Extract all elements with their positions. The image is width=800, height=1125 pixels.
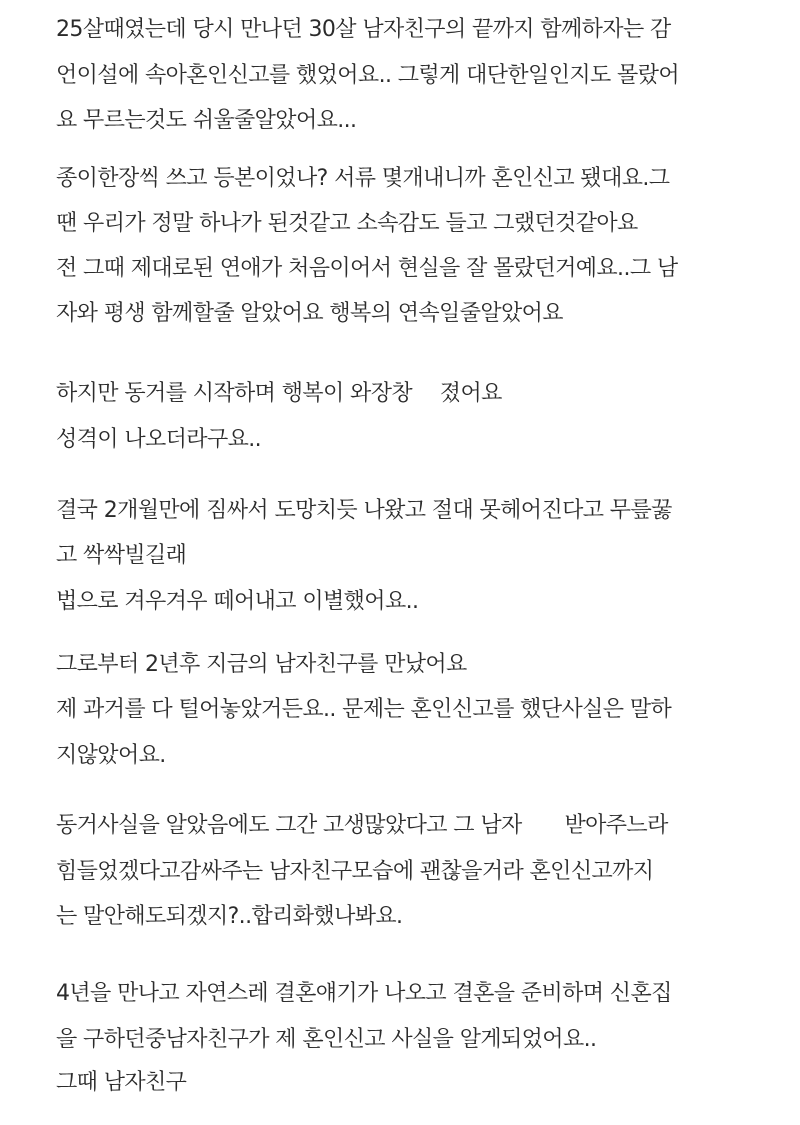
- text-line: 고 싹싹빌길래: [56, 543, 187, 568]
- text-line: 지않았어요.: [56, 743, 166, 768]
- text-line: 4년을 만나고 자연스레 결혼얘기가 나오고 결혼을 준비하며 신혼집: [56, 981, 672, 1006]
- text-line: 요 무르는것도 쉬울줄알았어요...: [56, 108, 357, 133]
- text-line: 그때 남자친구: [56, 1070, 187, 1095]
- text-line: 전 그때 제대로된 연애가 처음이어서 현실을 잘 몰랐던거예요..그 남: [56, 256, 678, 281]
- text-line: 하지만 동거를 시작하며 행복이 와장창 졌어요: [56, 381, 502, 406]
- text-line: 힘들었겠다고감싸주는 남자친구모습에 괜찮을거라 혼인신고까지: [56, 859, 654, 884]
- text-line: 는 말안해도되겠지?..합리화했나봐요.: [56, 904, 403, 929]
- text-line: 결국 2개월만에 짐싸서 도망치듯 나왔고 절대 못헤어진다고 무릎꿇: [56, 498, 672, 523]
- text-line: 자와 평생 함께할줄 알았어요 행복의 연속일줄알았어요: [56, 301, 563, 326]
- text-line: 제 과거를 다 털어놓았거든요.. 문제는 혼인신고를 했단사실은 말하: [56, 697, 672, 722]
- text-line: 성격이 나오더라구요..: [56, 427, 262, 452]
- text-line: 25살때였는데 당시 만나던 30살 남자친구의 끝까지 함께하자는 감: [56, 17, 671, 42]
- text-line: 땐 우리가 정말 하나가 된것같고 소속감도 들고 그랬던것같아요: [56, 211, 638, 236]
- text-line: 언이설에 속아혼인신고를 했었어요.. 그렇게 대단한일인지도 몰랐어: [56, 63, 680, 88]
- text-line: 종이한장씩 쓰고 등본이었나? 서류 몇개내니까 혼인신고 됐대요.그: [56, 166, 670, 191]
- text-line: 을 구하던중남자친구가 제 혼인신고 사실을 알게되었어요..: [56, 1027, 597, 1052]
- text-line: 동거사실을 알았음에도 그간 고생많았다고 그 남자 받아주느라: [56, 813, 668, 838]
- text-line: 그로부터 2년후 지금의 남자친구를 만났어요: [56, 652, 467, 677]
- text-line: 법으로 겨우겨우 떼어내고 이별했어요..: [56, 589, 419, 614]
